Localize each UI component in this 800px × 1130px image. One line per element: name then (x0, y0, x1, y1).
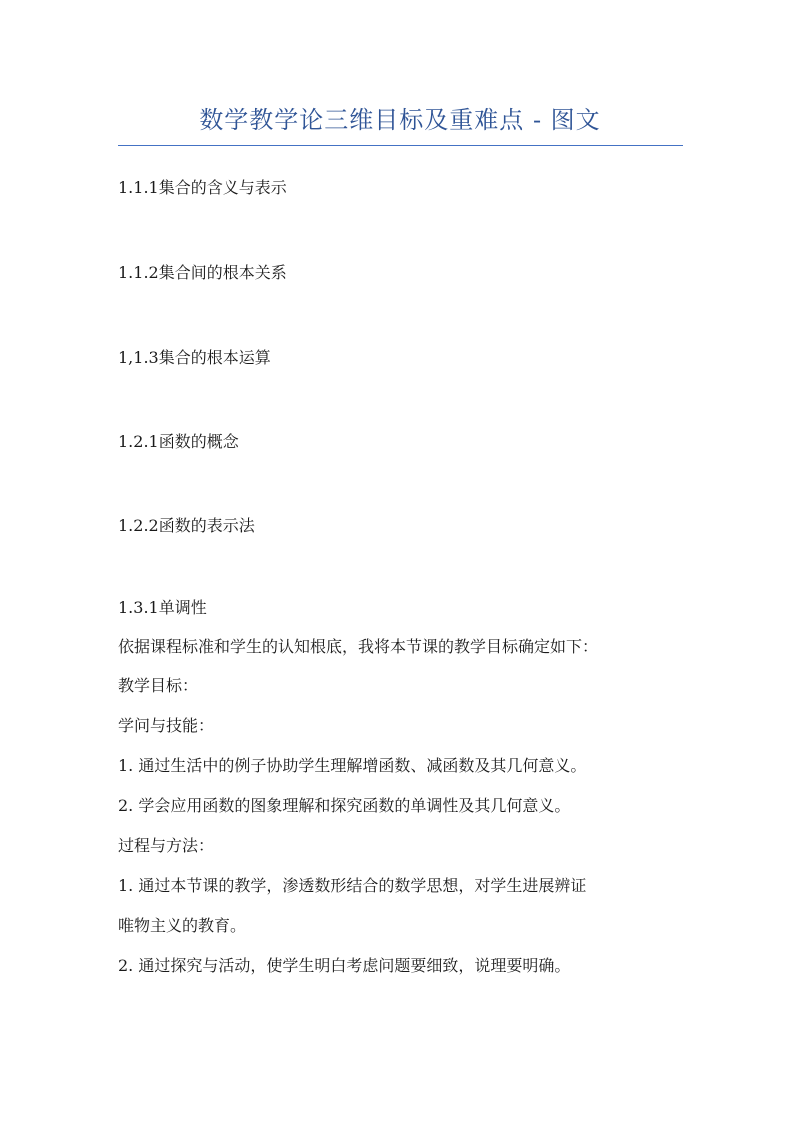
paragraph-intro: 依据课程标准和学生的认知根底，我将本节课的教学目标确定如下： (118, 637, 599, 656)
list-item-process-1-continued: 唯物主义的教育。 (118, 916, 247, 935)
label-knowledge-skills: 学问与技能： (118, 716, 215, 735)
section-heading-1-1-3: 1,1.3集合的根本运算 (118, 348, 271, 367)
title-underline (118, 145, 683, 146)
list-item-process-1: 1. 通过本节课的教学，渗透数形结合的数学思想，对学生进展辨证 (118, 876, 587, 895)
list-item-knowledge-1: 1. 通过生活中的例子协助学生理解增函数、减函数及其几何意义。 (118, 756, 587, 775)
section-heading-1-2-1: 1.2.1函数的概念 (118, 432, 239, 451)
list-item-knowledge-2: 2. 学会应用函数的图象理解和探究函数的单调性及其几何意义。 (118, 796, 571, 815)
list-item-process-2: 2. 通过探究与活动，使学生明白考虑问题要细致，说理要明确。 (118, 956, 571, 975)
section-heading-1-3-1: 1.3.1单调性 (118, 598, 207, 617)
label-teaching-goals: 教学目标： (118, 676, 199, 695)
document-title: 数学教学论三维目标及重难点 - 图文 (199, 106, 601, 134)
label-process-methods: 过程与方法： (118, 836, 215, 855)
section-heading-1-2-2: 1.2.2函数的表示法 (118, 516, 255, 535)
section-heading-1-1-2: 1.1.2集合间的根本关系 (118, 263, 287, 282)
section-heading-1-1-1: 1.1.1集合的含义与表示 (118, 178, 287, 197)
